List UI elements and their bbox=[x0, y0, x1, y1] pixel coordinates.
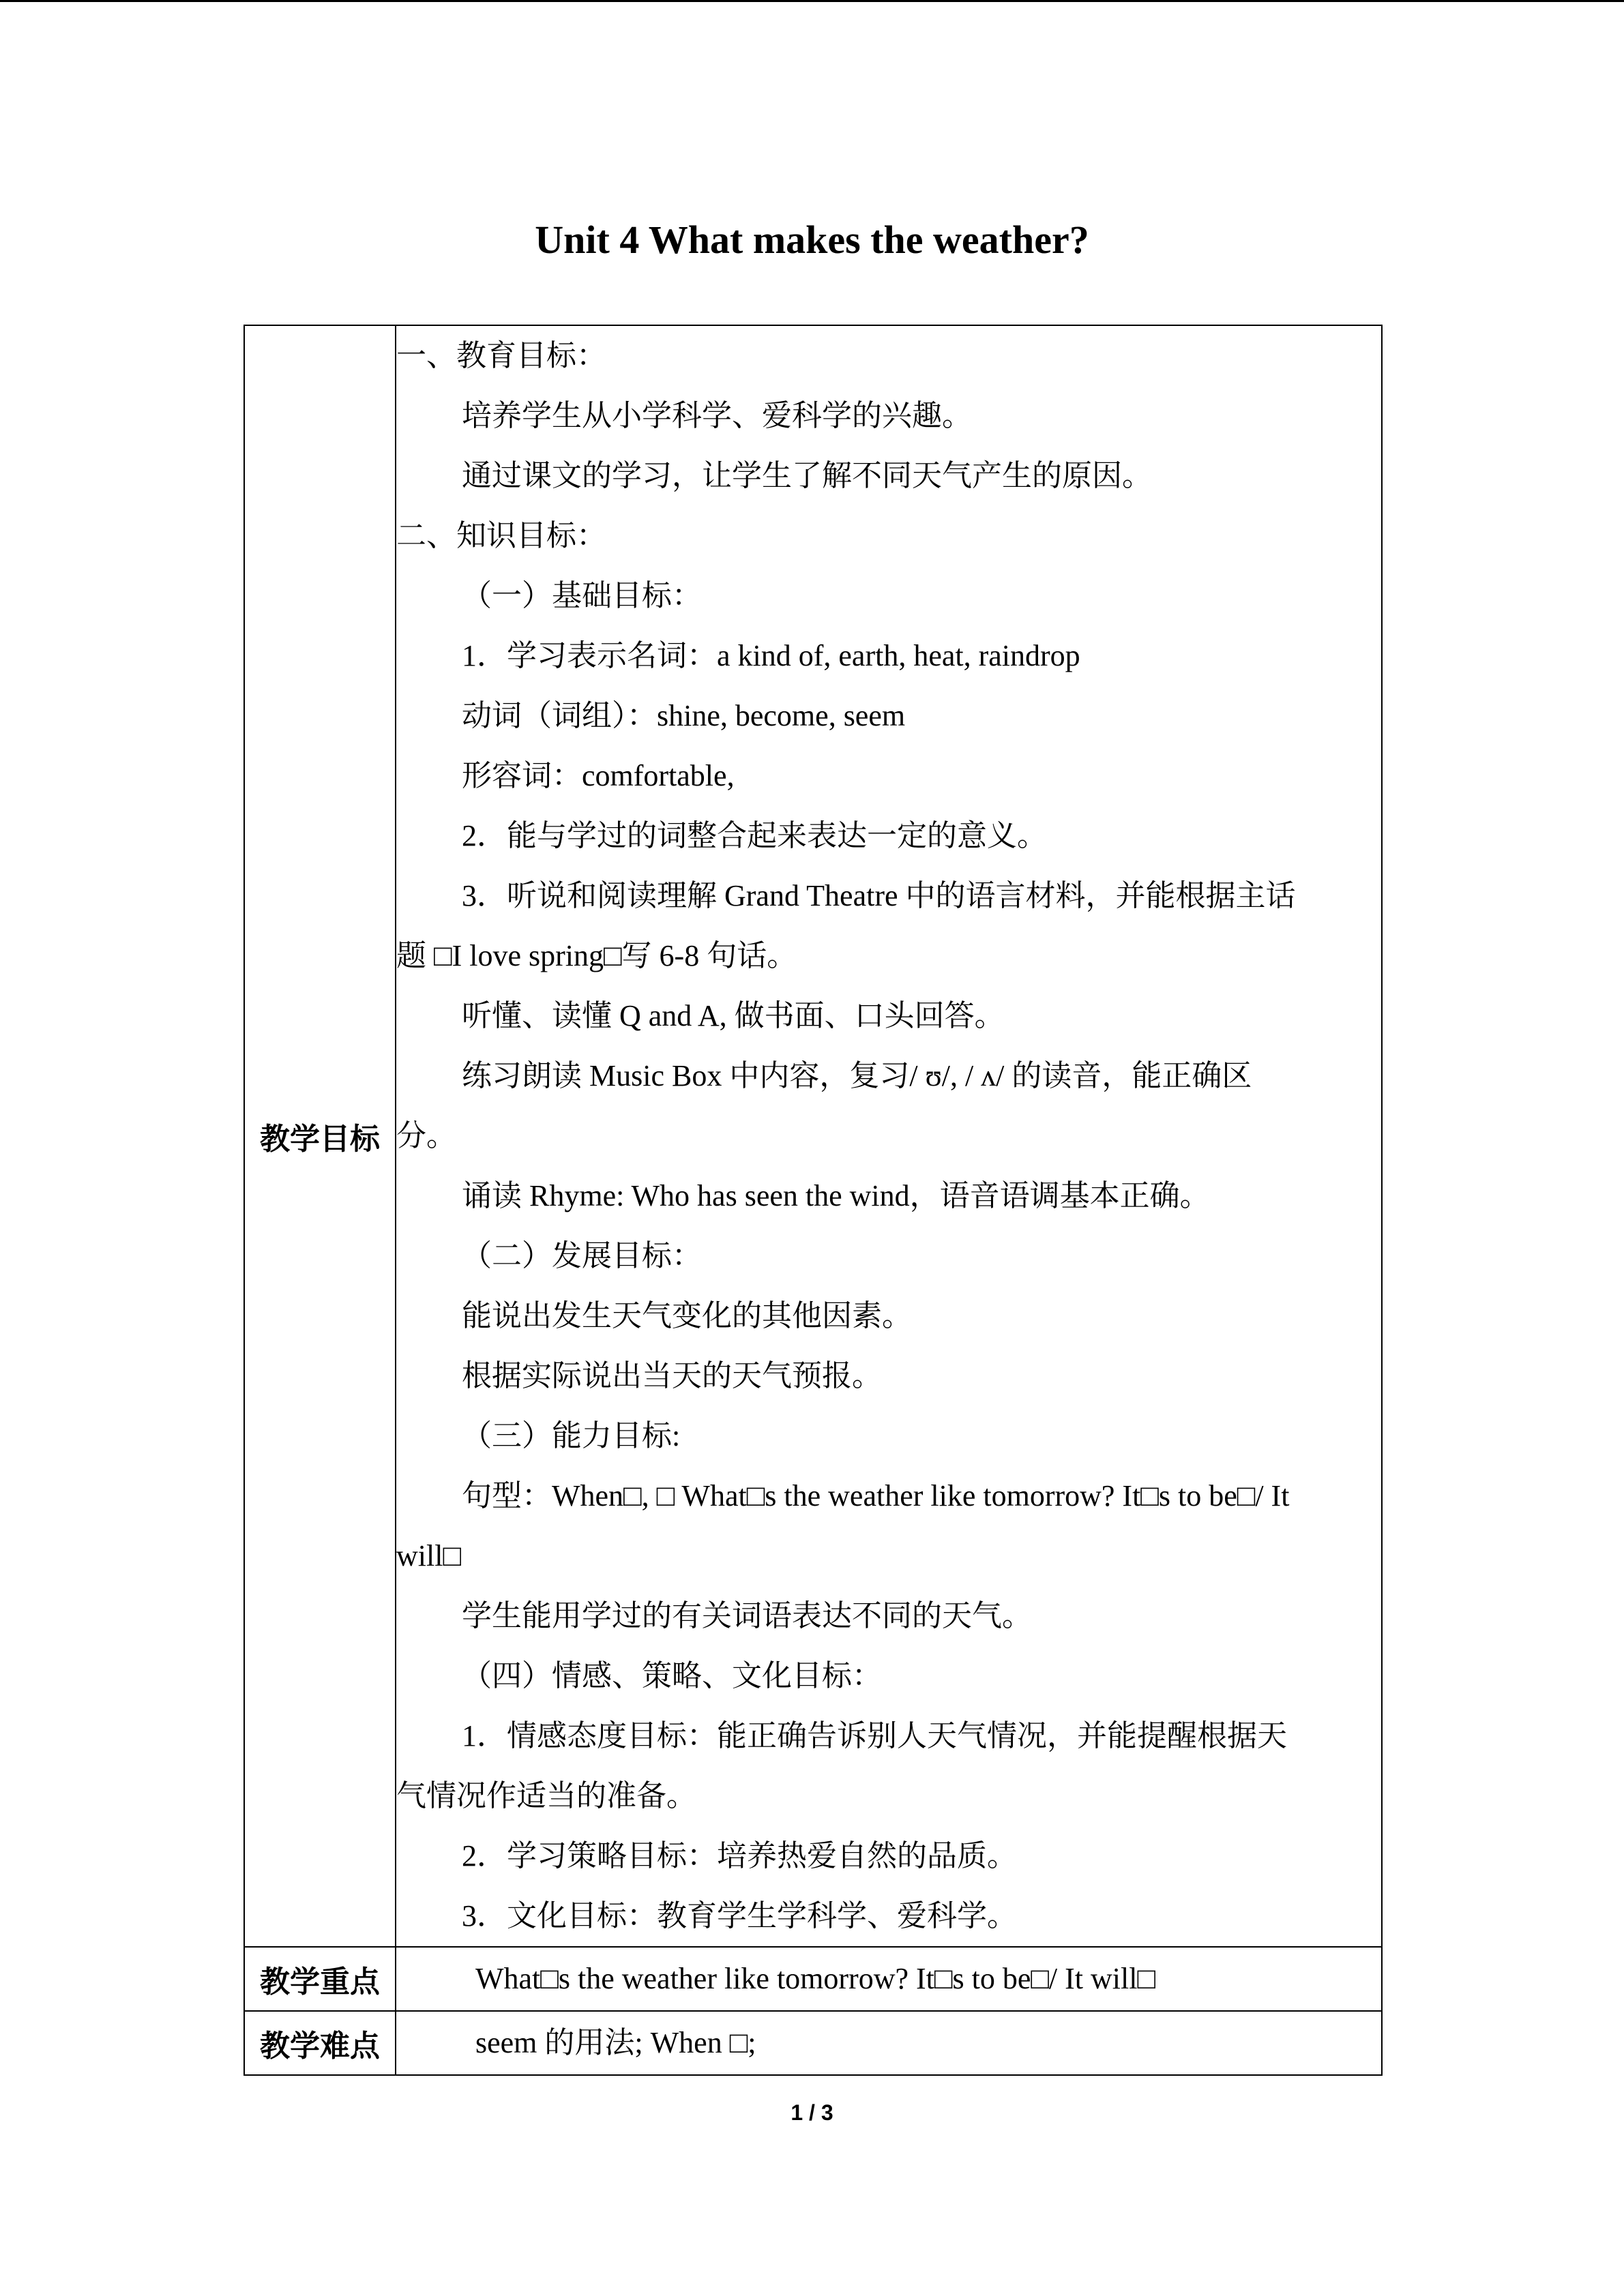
objective-line: 2．学习策略目标：培养热爱自然的品质。 bbox=[462, 1839, 1017, 1873]
objective-line: 动词（词组）：shine, become, seem bbox=[462, 699, 906, 732]
difficulties-text: seem 的用法; When □; bbox=[475, 2026, 756, 2059]
objectives-row bbox=[244, 325, 1382, 1947]
objective-line: 3．听说和阅读理解 Grand Theatre 中的语言材料，并能根据主话 bbox=[462, 879, 1296, 912]
objective-line: 一、教育目标： bbox=[396, 339, 606, 372]
objective-line: 形容词：comfortable, bbox=[462, 759, 735, 792]
objective-line: 题 □I love spring□写 6-8 句话。 bbox=[396, 939, 797, 972]
objective-line: （二）发展目标： bbox=[462, 1239, 702, 1272]
objective-line: 培养学生从小学科学、爱科学的兴趣。 bbox=[462, 399, 972, 432]
page-top-border bbox=[0, 0, 1624, 2]
objective-line: 诵读 Rhyme: Who has seen the wind，语音语调基本正确。 bbox=[462, 1179, 1210, 1212]
objectives-label: 教学目标 bbox=[244, 325, 396, 1947]
lesson-plan-table bbox=[243, 325, 1383, 2076]
difficulties-content bbox=[396, 2011, 1382, 2075]
page-number: 1 / 3 bbox=[791, 2100, 833, 2125]
difficulties-row bbox=[244, 2011, 1382, 2075]
objective-line: 3．文化目标：教育学生学科学、爱科学。 bbox=[462, 1899, 1017, 1933]
objective-line: 根据实际说出当天的天气预报。 bbox=[462, 1359, 882, 1392]
objective-line: 练习朗读 Music Box 中内容，复习/ ʊ/, / ʌ/ 的读音，能正确区 bbox=[462, 1059, 1252, 1092]
objective-line: 通过课文的学习，让学生了解不同天气产生的原因。 bbox=[462, 459, 1152, 492]
objective-line: 能说出发生天气变化的其他因素。 bbox=[462, 1299, 912, 1332]
objective-line: 1．情感态度目标：能正确告诉别人天气情况，并能提醒根据天 bbox=[462, 1719, 1287, 1753]
objective-line: （三）能力目标: bbox=[462, 1419, 681, 1452]
key-points-label: 教学重点 bbox=[244, 1947, 396, 2011]
objective-line: 句型：When□, □ What□s the weather like tomorrow? It□s to be□/ It bbox=[462, 1479, 1290, 1512]
objective-line: 二、知识目标： bbox=[396, 519, 606, 552]
key-points-row bbox=[244, 1947, 1382, 2011]
objective-line: 分。 bbox=[396, 1119, 456, 1152]
objective-line: 气情况作适当的准备。 bbox=[396, 1779, 696, 1813]
objective-line: 学生能用学过的有关词语表达不同的天气。 bbox=[462, 1599, 1032, 1632]
objective-line: 听懂、读懂 Q and A, 做书面、口头回答。 bbox=[462, 999, 1005, 1032]
objective-line: （四）情感、策略、文化目标： bbox=[462, 1659, 882, 1693]
objective-line: will□ bbox=[396, 1539, 462, 1572]
difficulties-label: 教学难点 bbox=[244, 2011, 396, 2075]
objective-line: 2．能与学过的词整合起来表达一定的意义。 bbox=[462, 819, 1047, 852]
key-points-text: What□s the weather like tomorrow? It□s to be□/ It will□ bbox=[475, 1962, 1156, 1995]
objective-line: 1．学习表示名词：a kind of, earth, heat, raindrop bbox=[462, 639, 1080, 672]
key-points-content bbox=[396, 1947, 1382, 2011]
objective-line: （一）基础目标： bbox=[462, 579, 702, 612]
objectives-content bbox=[396, 325, 1382, 1947]
page-title: Unit 4 What makes the weather? bbox=[535, 218, 1089, 262]
